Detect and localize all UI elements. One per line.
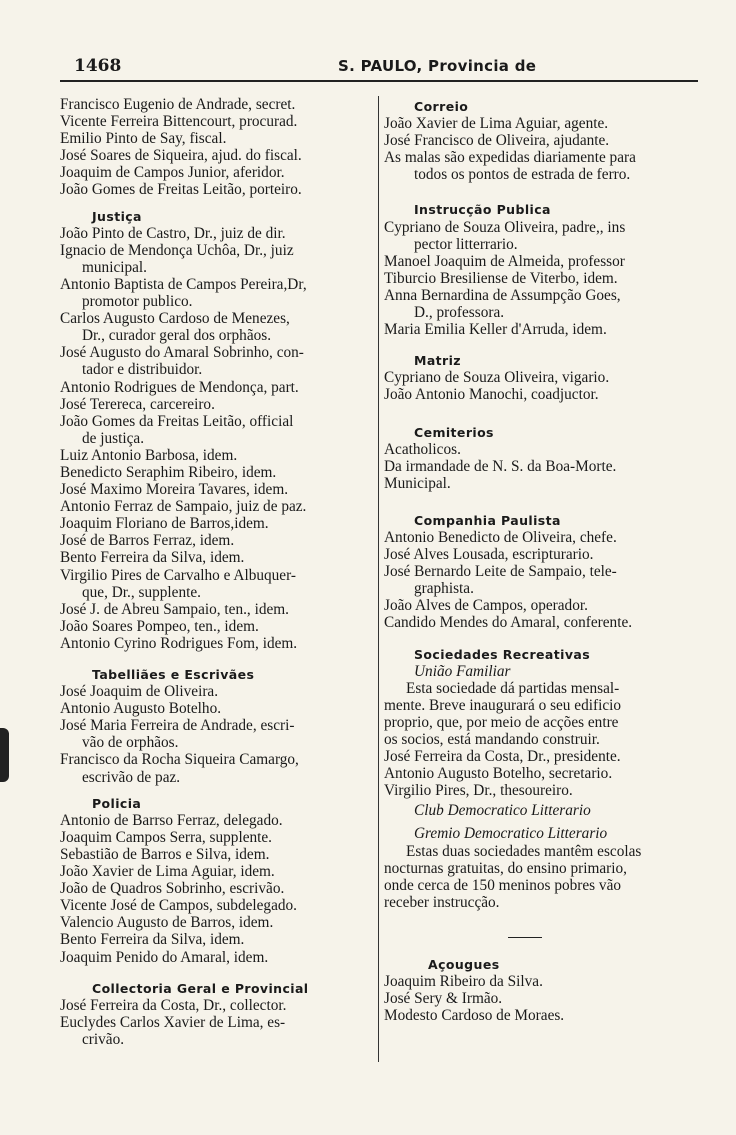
list-item: João Gomes da Freitas Leitão, official <box>60 412 294 430</box>
subsection-title-gremio: Gremio Democratico Litterario <box>414 825 608 843</box>
list-item: Joaquim Campos Serra, supplente. <box>60 828 272 846</box>
page-number: 1468 <box>74 56 122 76</box>
list-item: Municipal. <box>384 474 451 492</box>
right-column <box>384 96 702 1024</box>
section-heading-matriz: Matriz <box>414 353 461 369</box>
list-item: Joaquim Ribeiro da Silva. <box>384 973 543 991</box>
list-item: que, Dr., supplente. <box>82 583 201 601</box>
list-item: Virgilio Pires, Dr., thesoureiro. <box>384 782 573 800</box>
list-item: Francisco Eugenio de Andrade, secret. <box>60 96 296 113</box>
acougues-section <box>384 973 702 1024</box>
list-item: graphista. <box>414 580 474 598</box>
subsection-title-uniao: União Familiar <box>414 662 511 680</box>
list-item: João Gomes de Freitas Leitão, porteiro. <box>60 181 302 199</box>
list-item: onde cerca de 150 meninos pobres vão <box>384 876 622 894</box>
tabelliaes-section <box>60 683 378 786</box>
list-item: Valencio Augusto de Barros, idem. <box>60 914 274 932</box>
list-item: José Maria Ferreira de Andrade, escri- <box>60 717 295 735</box>
instrucao-section <box>384 219 702 339</box>
list-item: Da irmandade de N. S. da Boa-Morte. <box>384 457 617 475</box>
list-item: Esta sociedade dá partidas mensal- <box>406 679 620 697</box>
section-heading-acougues: Açougues <box>428 956 500 972</box>
list-item: João Alves de Campos, operador. <box>384 597 588 615</box>
list-item: Antonio Rodrigues de Mendonça, part. <box>60 378 299 396</box>
list-item: Antonio Baptista de Campos Pereira,Dr, <box>60 275 307 293</box>
list-item: João Antonio Manochi, coadjuctor. <box>384 386 599 404</box>
list-item: João Soares Pompeo, ten., idem. <box>60 617 259 635</box>
list-item: José Maximo Moreira Tavares, idem. <box>60 481 289 499</box>
list-item: José Augusto do Amaral Sobrinho, con- <box>60 344 304 362</box>
list-item: Antonio de Barrso Ferraz, delegado. <box>60 811 283 829</box>
list-item: pector litterrario. <box>414 235 518 253</box>
list-item: João Pinto de Castro, Dr., juiz de dir. <box>60 224 286 242</box>
collectoria-section <box>60 997 378 1048</box>
list-item: vão de orphãos. <box>82 734 179 752</box>
list-item: Dr., curador geral dos orphãos. <box>82 327 272 345</box>
list-item: receber instrucção. <box>384 893 500 911</box>
section-heading-collectoria: Collectoria Geral e Provincial <box>92 980 309 996</box>
list-item: Carlos Augusto Cardoso de Menezes, <box>60 310 290 328</box>
list-item: José Joaquim de Oliveira. <box>60 683 219 701</box>
list-item: Acatholicos. <box>384 440 461 458</box>
section-heading-correio: Correio <box>414 99 469 114</box>
list-item: tador e distribuidor. <box>82 361 203 379</box>
list-item: Luiz Antonio Barbosa, idem. <box>60 446 238 464</box>
list-item: Euclydes Carlos Xavier de Lima, es- <box>60 1013 286 1031</box>
list-item: mente. Breve inaugurará o seu edificio <box>384 696 622 714</box>
list-item: Sebastião de Barros e Silva, idem. <box>60 845 270 863</box>
list-item: Modesto Cardoso de Moraes. <box>384 1007 565 1025</box>
list-item: de justiça. <box>82 429 145 447</box>
cemiterios-section <box>384 441 702 492</box>
list-item: Vicente José de Campos, subdelegado. <box>60 897 297 915</box>
running-title: S. PAULO, Provincia de <box>338 57 537 75</box>
list-item: José Francisco de Oliveira, ajudante. <box>384 132 610 150</box>
list-item: Ignacio de Mendonça Uchôa, Dr., juiz <box>60 241 294 259</box>
list-item: José Soares de Siqueira, ajud. do fiscal. <box>60 147 302 165</box>
list-item: os socios, está mandando construir. <box>384 731 600 748</box>
list-item: José Ferreira da Costa, Dr., presidente. <box>384 748 621 766</box>
list-item: todos os pontos de estrada de ferro. <box>414 166 631 184</box>
section-heading-companhia: Companhia Paulista <box>414 512 561 528</box>
policia-section <box>60 812 378 966</box>
matriz-section <box>384 369 702 403</box>
header-rule <box>60 80 698 82</box>
list-item: Manoel Joaquim de Almeida, professor <box>384 252 625 270</box>
sociedades-section <box>384 663 702 911</box>
list-item: proprio, que, por meio de acções entre <box>384 713 619 731</box>
list-item: Bento Ferreira da Silva, idem. <box>60 931 245 949</box>
correio-section <box>384 115 702 183</box>
list-item: José Alves Lousada, escripturario. <box>384 546 594 564</box>
list-item: José Sery & Irmão. <box>384 990 503 1008</box>
section-heading-justica: Justiça <box>92 208 142 224</box>
list-item: Joaquim Floriano de Barros,idem. <box>60 515 269 533</box>
list-item: Cypriano de Souza Oliveira, vigario. <box>384 369 610 387</box>
intro-section <box>60 96 378 199</box>
list-item: José de Barros Ferraz, idem. <box>60 532 235 550</box>
list-item: João Xavier de Lima Aguiar, agente. <box>384 115 609 133</box>
section-heading-instrucao: Instrucção Publica <box>414 202 551 218</box>
list-item: Antonio Augusto Botelho, secretario. <box>384 765 613 783</box>
list-item: promotor publico. <box>82 293 193 311</box>
list-item: Joaquim Penido do Amaral, idem. <box>60 948 269 966</box>
list-item: Candido Mendes do Amaral, conferente. <box>384 614 633 632</box>
section-heading-cemiterios: Cemiterios <box>414 424 494 440</box>
list-item: As malas são expedidas diariamente para <box>384 149 636 167</box>
list-item: Emilio Pinto de Say, fiscal. <box>60 130 227 148</box>
list-item: escrivão de paz. <box>82 768 181 786</box>
list-item: Estas duas sociedades mantêm escolas <box>406 842 642 860</box>
page-header <box>60 56 698 80</box>
list-item: Francisco da Rocha Siqueira Camargo, <box>60 751 299 769</box>
list-item: Antonio Ferraz de Sampaio, juiz de paz. <box>60 498 307 516</box>
list-item: Joaquim de Campos Junior, aferidor. <box>60 164 285 182</box>
list-item: João Xavier de Lima Aguiar, idem. <box>60 863 275 881</box>
list-item: Virgilio Pires de Carvalho e Albuquer- <box>60 566 296 584</box>
section-heading-sociedades: Sociedades Recreativas <box>414 646 591 662</box>
list-item: Antonio Benedicto de Oliveira, chefe. <box>384 528 617 546</box>
companhia-section <box>384 529 702 632</box>
column-divider <box>378 96 379 1062</box>
list-item: José Terereca, carcereiro. <box>60 395 215 413</box>
section-heading-policia: Policia <box>92 795 142 811</box>
list-item: José Ferreira da Costa, Dr., collector. <box>60 996 287 1014</box>
list-item: Antonio Augusto Botelho. <box>60 700 222 718</box>
list-item: Bento Ferreira da Silva, idem. <box>60 549 245 567</box>
justica-section <box>60 225 378 652</box>
list-item: D., professora. <box>414 304 505 322</box>
list-item: João de Quadros Sobrinho, escrivão. <box>60 880 285 898</box>
left-column <box>60 96 378 1048</box>
list-item: crivão. <box>82 1030 125 1048</box>
list-item: José Bernardo Leite de Sampaio, tele- <box>384 563 617 581</box>
list-item: Maria Emilia Keller d'Arruda, idem. <box>384 321 607 339</box>
list-item: Tiburcio Bresiliense de Viterbo, idem. <box>384 269 618 287</box>
section-separator <box>508 937 542 938</box>
section-heading-tabelliaes: Tabelliães e Escrivães <box>92 667 255 682</box>
list-item: Benedicto Seraphim Ribeiro, idem. <box>60 463 277 481</box>
list-item: Cypriano de Souza Oliveira, padre,, ins <box>384 218 626 236</box>
list-item: Vicente Ferreira Bittencourt, procurad. <box>60 113 298 131</box>
list-item: Antonio Cyrino Rodrigues Fom, idem. <box>60 634 298 652</box>
list-item: José J. de Abreu Sampaio, ten., idem. <box>60 600 289 618</box>
subsection-title-club: Club Democratico Litterario <box>414 802 591 820</box>
list-item: municipal. <box>82 258 147 276</box>
margin-ink-blot <box>0 728 9 782</box>
list-item: nocturnas gratuitas, do ensino primario, <box>384 859 627 877</box>
list-item: Anna Bernardina de Assumpção Goes, <box>384 286 621 304</box>
